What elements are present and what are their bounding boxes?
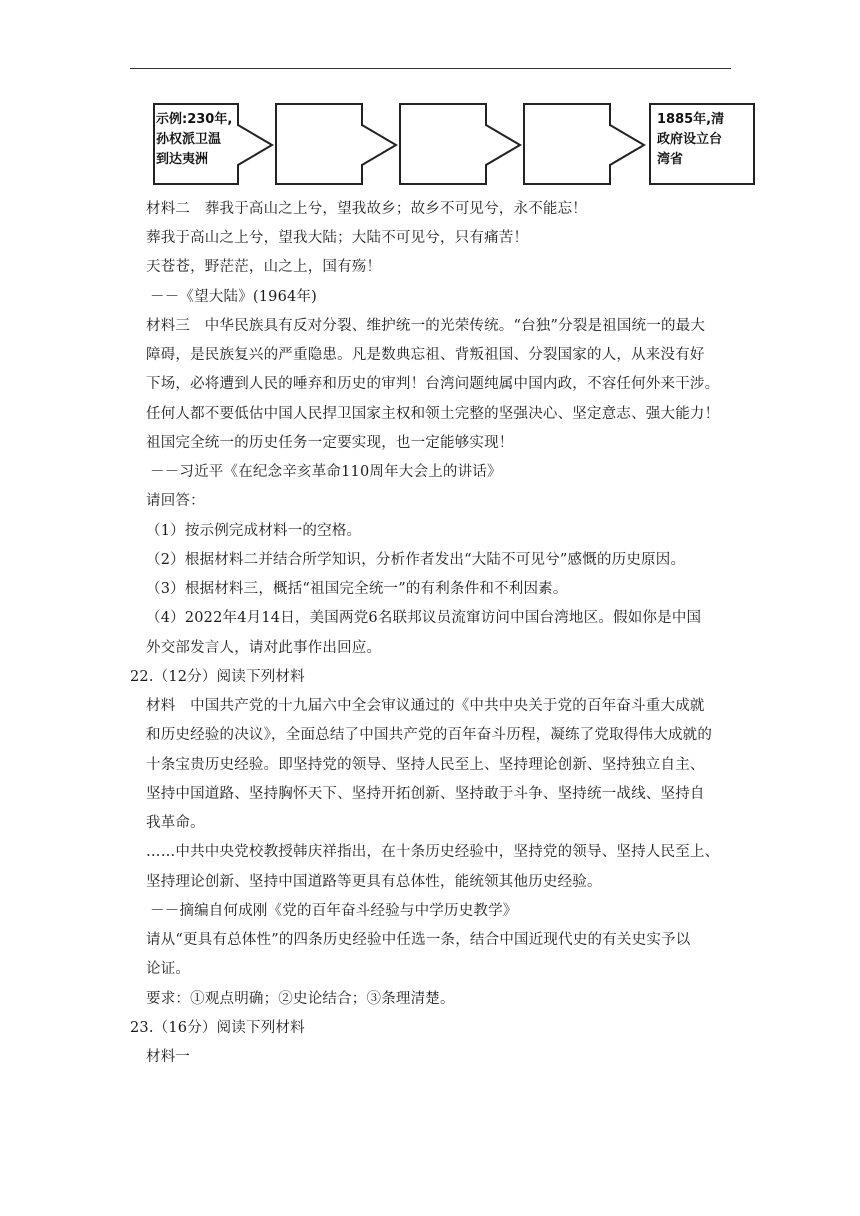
question-1: （1）按示例完成材料一的空格。 — [146, 523, 362, 539]
q22-material-line: ……中共中央党校教授韩庆祥指出，在十条历史经验中，坚持党的领导、坚持人民至上、 — [146, 844, 720, 860]
material2-line: 天苍苍，野茫茫，山之上，国有殇！ — [146, 259, 382, 275]
question-4: （4）2022年4月14日，美国两党6名联邦议员流窜访问中国台湾地区。假如你是中国 — [146, 610, 702, 626]
material3-line: 祖国完全统一的历史任务一定要实现，也一定能够实现！ — [146, 435, 514, 451]
material2-line: 葬我于高山之上兮，望我大陆；大陆不可见兮，只有痛苦！ — [146, 230, 529, 246]
q22-material-line: 坚持中国道路、坚持胸怀天下、坚持开拓创新、坚持敢于斗争、坚持统一战线、坚持自 — [146, 786, 705, 802]
q22-source: －－摘编自何成刚《党的百年奋斗经验与中学历史教学》 — [150, 903, 518, 919]
example-box-line: 到达夷洲 — [156, 152, 209, 167]
question-23-heading: 23.（16分）阅读下列材料 — [130, 1020, 305, 1036]
timeline-flowchart — [150, 100, 760, 190]
q22-material-line: 我革命。 — [146, 815, 205, 831]
q22-task-cont: 论证。 — [146, 961, 191, 977]
end-box-line: 1885年,清 — [657, 112, 725, 127]
example-box-text — [156, 110, 232, 170]
material3-line: 材料三 中华民族具有反对分裂、维护统一的光荣传统。“台独”分裂是祖国统一的最大 — [146, 318, 706, 334]
question-4-cont: 外交部发言人，请对此事作出回应。 — [146, 640, 382, 656]
material3-line: 下场，必将遭到人民的唾弃和历史的审判！台湾问题纯属中国内政，不容任何外来干涉。 — [146, 376, 720, 392]
end-box-text — [657, 110, 724, 170]
material3-line: 障碍，是民族复兴的严重隐患。凡是数典忘祖、背叛祖国、分裂国家的人，从来没有好 — [146, 347, 705, 363]
q22-material-line: 坚持理论创新、坚持中国道路等更具有总体性，能统领其他历史经验。 — [146, 874, 602, 890]
q23-material1-label: 材料一 — [146, 1049, 191, 1065]
arrow-box-3 — [400, 104, 520, 184]
answer-prompt: 请回答： — [146, 493, 205, 509]
header-rule — [130, 68, 731, 69]
end-box-line: 湾省 — [657, 152, 684, 167]
material3-source: －－习近平《在纪念辛亥革命110周年大会上的讲话》 — [150, 464, 502, 480]
example-box-line: 孙权派卫温 — [156, 132, 222, 147]
end-box-line: 政府设立台 — [657, 132, 723, 147]
q22-task: 请从“更具有总体性”的四条历史经验中任选一条，结合中国近现代史的有关史实予以 — [146, 932, 691, 948]
question-3: （3）根据材料三，概括“祖国完全统一”的有利条件和不利因素。 — [146, 581, 568, 597]
q22-material-line: 材料 中国共产党的十九届六中全会审议通过的《中共中央关于党的百年奋斗重大成就 — [146, 698, 705, 714]
arrow-box-2 — [276, 104, 396, 184]
material2-source: －－《望大陆》(1964年) — [150, 289, 318, 305]
q22-material-line: 十条宝贵历史经验。即坚持党的领导、坚持人民至上、坚持理论创新、坚持独立自主、 — [146, 757, 705, 773]
arrow-box-4 — [524, 104, 644, 184]
q22-material-line: 和历史经验的决议》，全面总结了中国共产党的百年奋斗历程，凝练了党取得伟大成就的 — [146, 727, 713, 743]
question-2: （2）根据材料二并结合所学知识，分析作者发出“大陆不可见兮”感慨的历史原因。 — [146, 552, 686, 568]
question-22-heading: 22.（12分）阅读下列材料 — [130, 669, 305, 685]
q22-requirement: 要求：①观点明确；②史论结合；③条理清楚。 — [146, 991, 455, 1007]
material3-line: 任何人都不要低估中国人民捍卫国家主权和领土完整的坚强决心、坚定意志、强大能力！ — [146, 406, 720, 422]
example-box-line: 示例:230年, — [156, 112, 233, 127]
material2-line: 材料二 葬我于高山之上兮，望我故乡；故乡不可见兮，永不能忘！ — [146, 201, 587, 217]
